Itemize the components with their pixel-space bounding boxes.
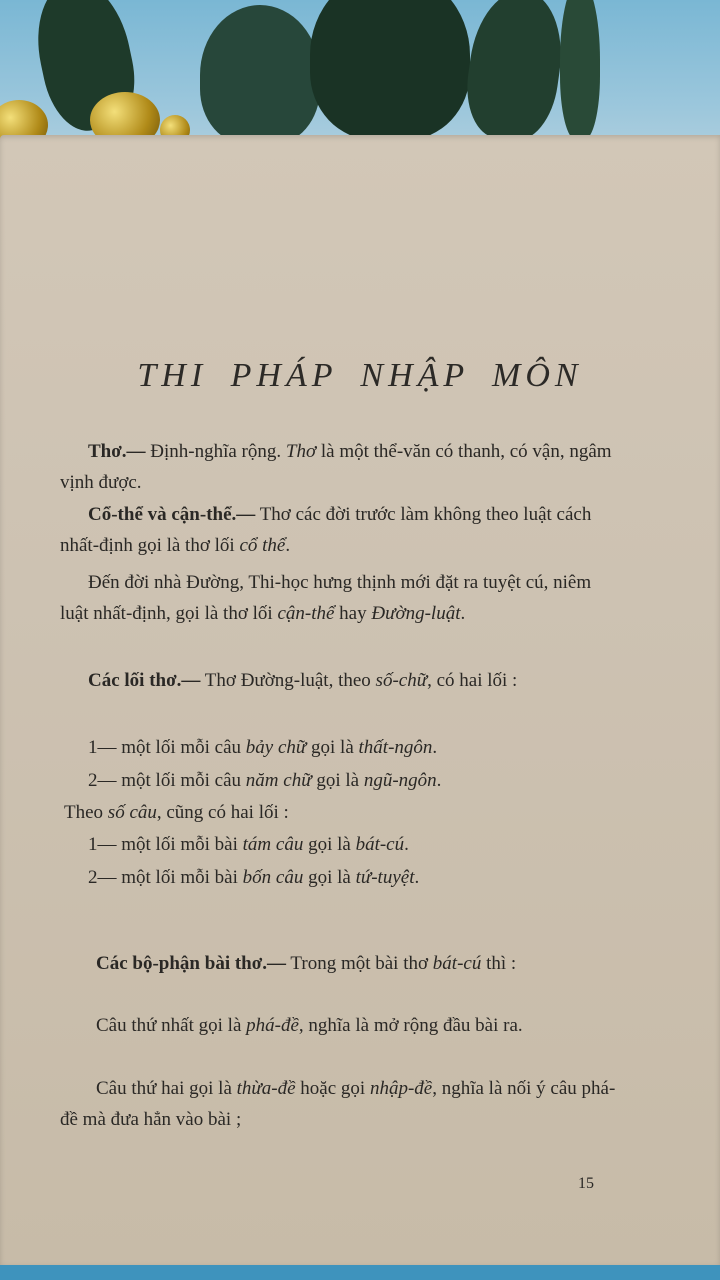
list-item <box>60 829 620 860</box>
paragraph-text: , nghĩa là nối ý câu phá-đề mà đưa hẳn vào bài ; <box>60 1078 616 1130</box>
paragraph-text: Câu thứ nhất gọi là <box>96 1015 247 1036</box>
italic-term: năm chữ <box>245 770 312 791</box>
italic-term: thất-ngôn <box>358 737 433 758</box>
paragraph-text: Đến đời nhà Đường, Thi-học hưng thịnh mới đặt ra tuyệt cú, niêm luật nhất-định, gọi là thơ lối <box>60 572 592 624</box>
paragraph-text: gọi là <box>303 834 356 855</box>
italic-term: tám câu <box>242 834 304 855</box>
paragraph-text: hay <box>334 603 372 624</box>
italic-term: thừa-đề <box>236 1078 296 1099</box>
paragraph-text: gọi là <box>311 770 364 791</box>
page-number: 15 <box>578 1175 594 1192</box>
paragraph-text: . <box>460 603 466 624</box>
italic-term: cổ thể <box>239 535 286 556</box>
italic-term: số câu <box>107 802 157 823</box>
paragraph-text: , nghĩa là mở rộng đầu bài ra. <box>298 1015 523 1036</box>
section-term: Cổ-thể và cận-thể.— <box>88 504 256 525</box>
paragraph-text: . <box>432 737 438 758</box>
plant-leaf <box>310 0 470 140</box>
italic-term: bốn câu <box>242 867 304 888</box>
italic-term: phá-đề <box>246 1015 299 1036</box>
paragraph-text: , có hai lối : <box>427 670 518 691</box>
italic-term: ngũ-ngôn <box>363 770 437 791</box>
paragraph-text: 1— một lối mỗi bài <box>88 834 243 855</box>
paragraph-text: gọi là <box>306 737 359 758</box>
section-term: Các lối thơ.— <box>88 670 201 691</box>
paragraph-text: Định-nghĩa rộng. <box>145 441 286 462</box>
italic-term: Thơ <box>285 441 317 462</box>
paragraph-duong-luat <box>60 567 620 629</box>
paragraph-text: . <box>414 867 420 888</box>
paragraph-text: là một thể-văn có thanh, có vận, ngâm vịnh được. <box>60 441 612 493</box>
italic-term: Đường-luật <box>371 603 461 624</box>
paragraph-text: 2— một lối mỗi bài <box>88 867 243 888</box>
paragraph-text: Trong một bài thơ <box>286 953 433 974</box>
italic-term: số-chữ <box>375 670 428 691</box>
plant-leaf <box>200 5 320 145</box>
paragraph-text: Theo <box>64 802 108 823</box>
section-term: Các bộ-phận bài thơ.— <box>96 953 287 974</box>
book-page <box>0 135 720 1265</box>
italic-term: tứ-tuyệt <box>355 867 415 888</box>
italic-term: bảy chữ <box>245 737 307 758</box>
paragraph-definition <box>60 436 620 498</box>
list-item <box>60 732 620 763</box>
paragraph-text: . <box>404 834 409 855</box>
paragraph-text: , cũng có hai lối : <box>156 802 289 823</box>
paragraph-text: gọi là <box>303 867 356 888</box>
paragraph-bo-phan <box>60 948 620 979</box>
paragraph-text: Thơ Đường-luật, theo <box>200 670 376 691</box>
paragraph-so-cau <box>60 797 624 828</box>
paragraph-text: 1— một lối mỗi câu <box>88 737 246 758</box>
paragraph-text: . <box>285 535 291 556</box>
paragraph-text: . <box>436 770 442 791</box>
paragraph-cac-loi-tho <box>60 665 620 696</box>
page-title: THI PHÁP NHẬP MÔN <box>137 357 583 394</box>
paragraph-co-the-can-the <box>60 499 620 561</box>
paragraph-text: 2— một lối mỗi câu <box>88 770 246 791</box>
paragraph-text: Câu thứ hai gọi là <box>96 1078 237 1099</box>
paragraph-text: hoặc gọi <box>295 1078 370 1099</box>
paragraph-text: Thơ các đời trước làm không theo luật cách nhất-định gọi là thơ lối <box>60 504 592 556</box>
italic-term: bát-cú <box>432 953 482 974</box>
paragraph-pha-de <box>60 1010 620 1041</box>
italic-term: nhập-đề <box>369 1078 433 1099</box>
list-item <box>60 862 620 893</box>
section-term: Thơ.— <box>88 441 146 462</box>
paragraph-text: thì : <box>481 953 517 974</box>
italic-term: bát-cú <box>355 834 405 855</box>
plant-leaf <box>560 0 600 140</box>
list-item <box>60 765 620 796</box>
paragraph-thua-de <box>60 1073 620 1135</box>
italic-term: cận-thể <box>277 603 335 624</box>
